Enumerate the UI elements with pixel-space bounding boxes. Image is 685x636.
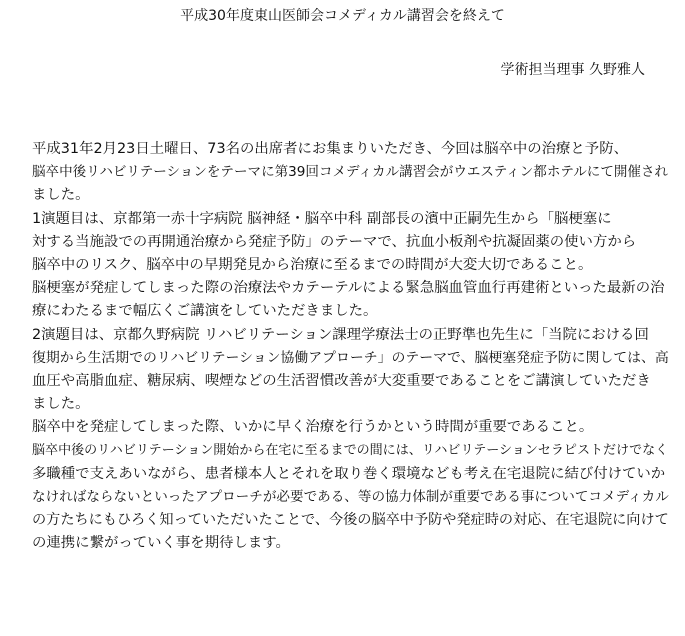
- author-line: 学術担当理事 久野雅人: [500, 62, 645, 78]
- body-line: の連携に繋がっていく事を期待します。: [32, 535, 290, 552]
- body-line: 1演題目は、京都第一赤十字病院 脳神経・脳卒中科 副部長の濱中正嗣先生から「脳梗塞に: [32, 210, 612, 227]
- body-line: 脳卒中後のリハビリテーション開始から在宅に至るまでの間には、リハビリテーションセラピストだけでなく: [32, 443, 669, 459]
- body-line: 脳卒中後リハビリテーションをテーマに第39回コメディカル講習会がウエスティン都ホテルにて開催され: [32, 164, 669, 181]
- body-line: 脳卒中のリスク、脳卒中の早期発見から治療に至るまでの時間が大変大切であること。: [32, 256, 593, 273]
- body-line: 血圧や高脂血症、糖尿病、喫煙などの生活習慣改善が大変重要であることをご講演していただき: [32, 372, 651, 389]
- body-line: ました。: [32, 187, 90, 204]
- body-line: 多職種で支えあいながら、患者様本人とそれを取り巻く環境なども考え在宅退院に結び付けていか: [32, 465, 666, 482]
- body-line: 療にわたるまで幅広くご講演をしていただきました。: [32, 303, 378, 320]
- body-line: 平成31年2月23日土曜日、73名の出席者にお集まりいただき、今回は脳卒中の治療と予防、: [32, 141, 628, 157]
- body-line: 対する当施設での再開通治療から発症予防」のテーマで、抗血小板剤や抗凝固薬の使い方から: [32, 233, 637, 250]
- body-text: [32, 138, 672, 555]
- body-line: なければならないといったアプローチが必要である、等の協力体制が重要である事についてコメディカル: [32, 488, 669, 505]
- page-title: 平成30年度東山医師会コメディカル講習会を終えて: [180, 8, 505, 24]
- body-line: 2演題目は、京都久野病院 リハビリテーション課理学療法士の正野準也先生に「当院における回: [32, 326, 649, 343]
- body-line: 脳卒中を発症してしまった際、いかに早く治療を行うかという時間が重要であること。: [32, 419, 594, 436]
- body-line: 脳梗塞が発症してしまった際の治療法やカテーテルによる緊急脳血管血行再建術といった最新の治: [32, 280, 665, 297]
- body-line: 復期から生活期でのリハビリテーション協働アプローチ」のテーマで、脳梗塞発症予防に関しては、高: [32, 349, 669, 366]
- body-line: ました。: [32, 396, 90, 413]
- body-line: の方たちにもひろく知っていただいたことで、今後の脳卒中予防や発症時の対応、在宅退院に向けて: [32, 512, 669, 528]
